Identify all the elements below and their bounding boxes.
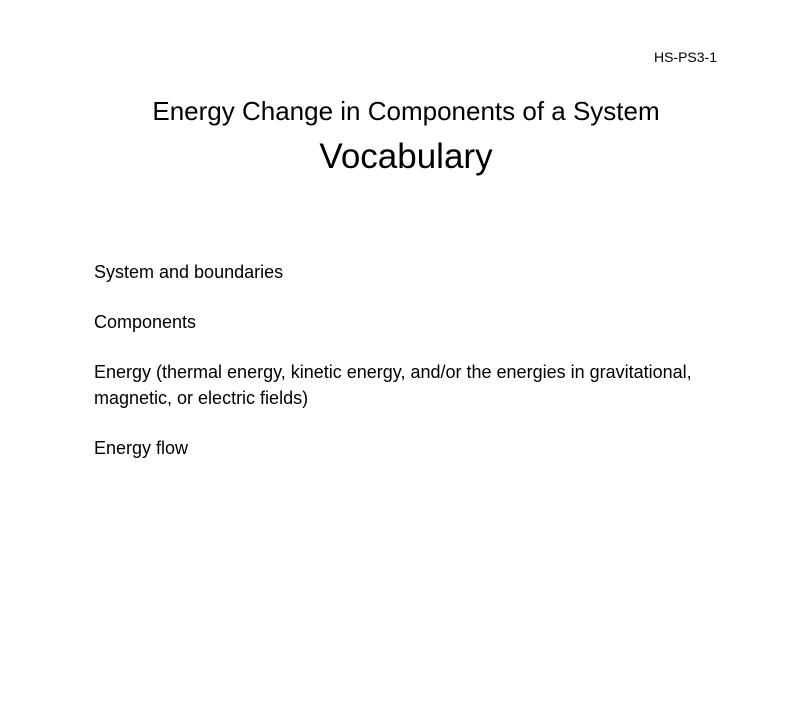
page-subtitle: Vocabulary	[319, 137, 493, 176]
vocabulary-term: System and boundaries	[94, 262, 284, 282]
vocabulary-term: Components	[94, 312, 197, 332]
page-title: Energy Change in Components of a System	[152, 96, 660, 126]
vocabulary-list	[94, 259, 724, 485]
vocabulary-term: Energy (thermal energy, kinetic energy, and/or the energies in gravitational, magnetic, or electric fields)	[94, 362, 692, 408]
standard-code: HS-PS3-1	[653, 49, 717, 65]
vocabulary-term: Energy flow	[94, 438, 189, 458]
